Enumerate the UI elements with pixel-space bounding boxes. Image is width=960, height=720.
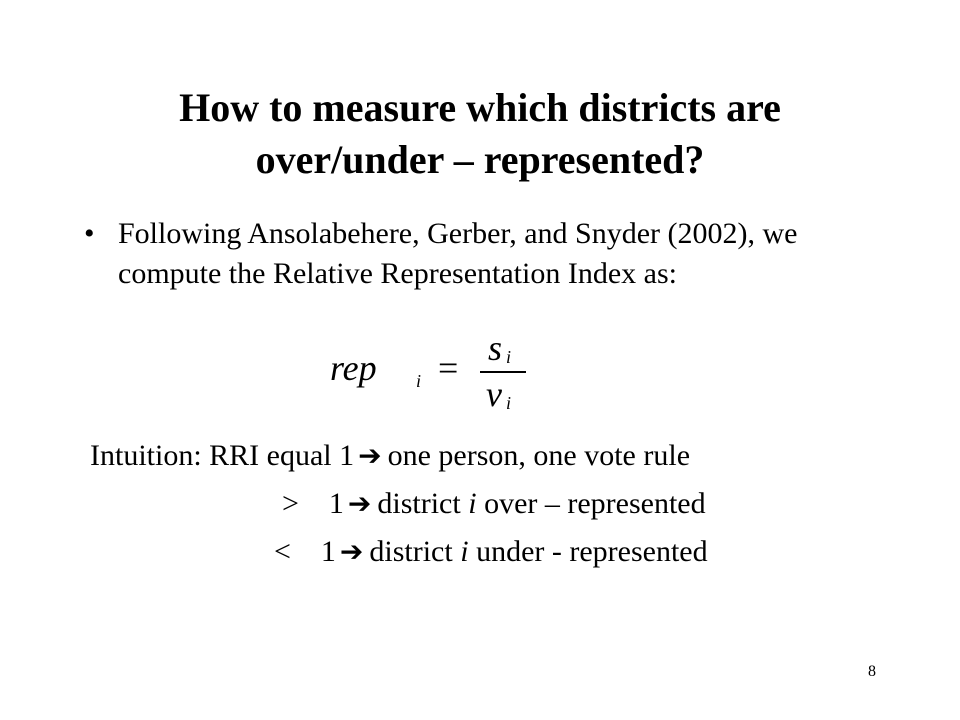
greater-result-text: district [377,487,469,520]
intuition-row-less [274,534,708,570]
formula-equals: = [438,348,459,388]
less-result-variable: i [460,535,469,568]
intuition-equal-result: one person, one vote rule [387,439,691,472]
formula-lhs: rep [330,348,377,388]
title-line-1: How to measure which districts are [179,85,781,130]
formula-numerator-subscript: i [506,347,512,367]
intuition-equal-label: Intuition: RRI equal 1 [90,439,355,472]
formula-denominator: v [486,374,502,414]
intuition-less-label: < 1 [274,535,336,568]
bullet-text [118,214,858,294]
intuition-less-result [369,535,707,568]
greater-result-variable: i [468,487,477,520]
less-result-text: district [369,535,461,568]
formula-lhs-subscript: i [416,371,422,391]
intuition-row-greater [282,486,706,522]
title-line-2: over/under – represented? [255,137,705,182]
formula-numerator: s [488,328,503,368]
right-arrow-icon: ➔ [339,535,364,568]
intuition-row-equal [90,438,690,474]
intuition-greater-result [377,487,705,520]
right-arrow-icon: ➔ [358,439,382,472]
bullet-icon: • [84,217,95,250]
bullet-line-1: Following Ansolabehere, Gerber, and Snyder (2002), we [118,217,798,250]
intuition-greater-label: > 1 [282,487,344,520]
less-result-text-tail: under - represented [468,535,708,568]
rri-formula [330,322,550,422]
bullet-line-2: compute the Relative Representation Index as: [118,257,677,290]
right-arrow-icon: ➔ [347,487,372,520]
formula-denominator-subscript: i [506,393,512,413]
page-number: 8 [868,663,876,680]
fraction-bar [480,371,526,373]
greater-result-text-tail: over – represented [476,487,706,520]
slide-title [80,82,880,186]
